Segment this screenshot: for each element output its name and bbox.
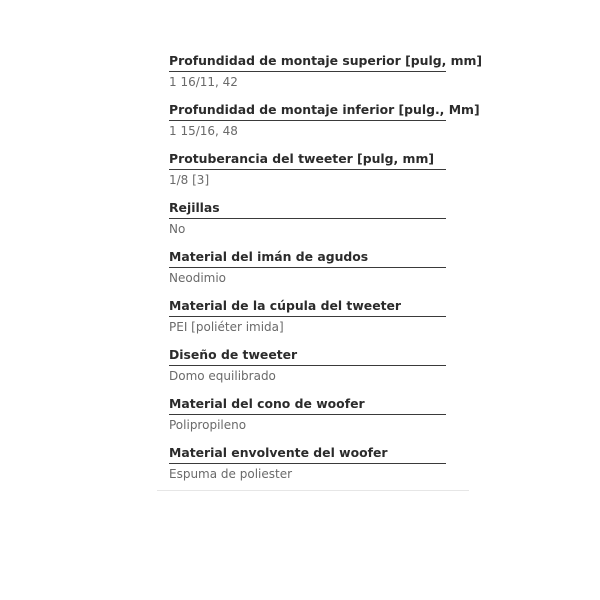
spec-label: Material envolvente del woofer — [169, 445, 446, 464]
spec-label: Material de la cúpula del tweeter — [169, 298, 446, 317]
spec-label: Rejillas — [169, 200, 446, 219]
spec-value: No — [169, 222, 186, 236]
spec-value: Polipropileno — [169, 418, 247, 432]
spec-item-tweeter-dome-material — [169, 286, 446, 334]
spec-item-tweeter-protrusion — [169, 139, 446, 187]
spec-label: Material del cono de woofer — [169, 396, 446, 415]
spec-item-top-mount-depth — [169, 41, 483, 89]
spec-value: 1 16/11, 42 — [169, 75, 238, 89]
spec-item-woofer-surround-material — [169, 433, 446, 481]
spec-label: Material del imán de agudos — [169, 249, 446, 268]
spec-value: Domo equilibrado — [169, 369, 276, 383]
spec-label: Protuberancia del tweeter [pulg, mm] — [169, 151, 446, 170]
spec-item-tweeter-design — [169, 335, 446, 383]
spec-label: Profundidad de montaje superior [pulg, mm] — [169, 53, 446, 72]
spec-label: Diseño de tweeter — [169, 347, 446, 366]
spec-item-grilles — [169, 188, 446, 236]
spec-value: Neodimio — [169, 271, 227, 285]
spec-value: Espuma de poliester — [169, 467, 293, 481]
spec-value: PEI [poliéter imida] — [169, 320, 284, 334]
spec-value: 1/8 [3] — [169, 173, 210, 187]
spec-item-tweeter-magnet-material — [169, 237, 446, 285]
spec-value: 1 15/16, 48 — [169, 124, 238, 138]
spec-panel — [157, 40, 483, 491]
spec-item-bottom-mount-depth — [169, 90, 480, 138]
spec-item-woofer-cone-material — [169, 384, 446, 432]
spec-label: Profundidad de montaje inferior [pulg., Mm] — [169, 102, 446, 121]
